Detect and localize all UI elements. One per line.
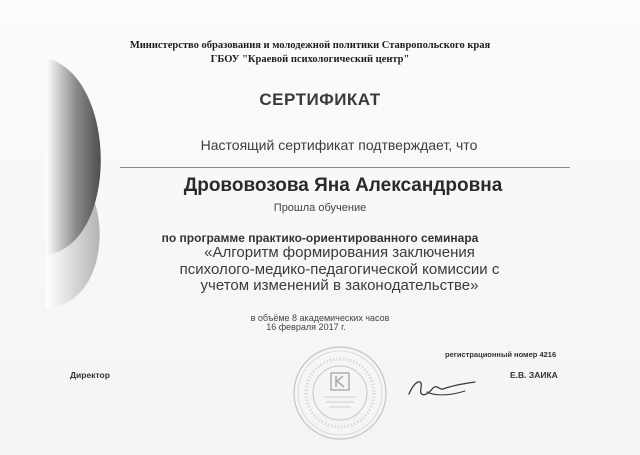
official-seal-stamp [290, 343, 390, 443]
passed-training-text: Прошла обучение [273, 202, 367, 214]
certificate-title: СЕРТИФИКАТ [259, 90, 381, 109]
recipient-name: Дрововозова Яна Александровна [183, 175, 503, 196]
name-underline [120, 167, 570, 168]
director-signature [405, 370, 480, 405]
registration-number [445, 350, 556, 359]
ministry-line: Министерство образования и молодежной политики Ставропольского края [129, 40, 491, 51]
course-title-line: психолого-медико-педагогической комиссии с [179, 260, 500, 278]
course-title-line: учетом изменений в законодательстве» [200, 277, 479, 294]
course-title-line: «Алгоритм формирования заключения [204, 244, 475, 261]
decorative-crescent-shapes [0, 0, 140, 455]
organization-line: ГБОУ "Краевой психологический центр" [210, 54, 410, 65]
registration-label: регистрационный номер [445, 350, 538, 359]
program-label: по программе практико-ориентированного семинара [161, 231, 479, 245]
course-title [112, 245, 567, 295]
hours-volume: в объёме 8 академических часов [250, 313, 390, 323]
signatory-position: Директор [70, 370, 110, 380]
registration-value: 4216 [539, 350, 557, 359]
issue-date: 16 февраля 2017 г. [266, 322, 346, 332]
confirm-text: Настоящий сертификат подтверждает, что [200, 137, 478, 153]
signatory-name: Е.В. ЗАИКА [510, 370, 558, 380]
